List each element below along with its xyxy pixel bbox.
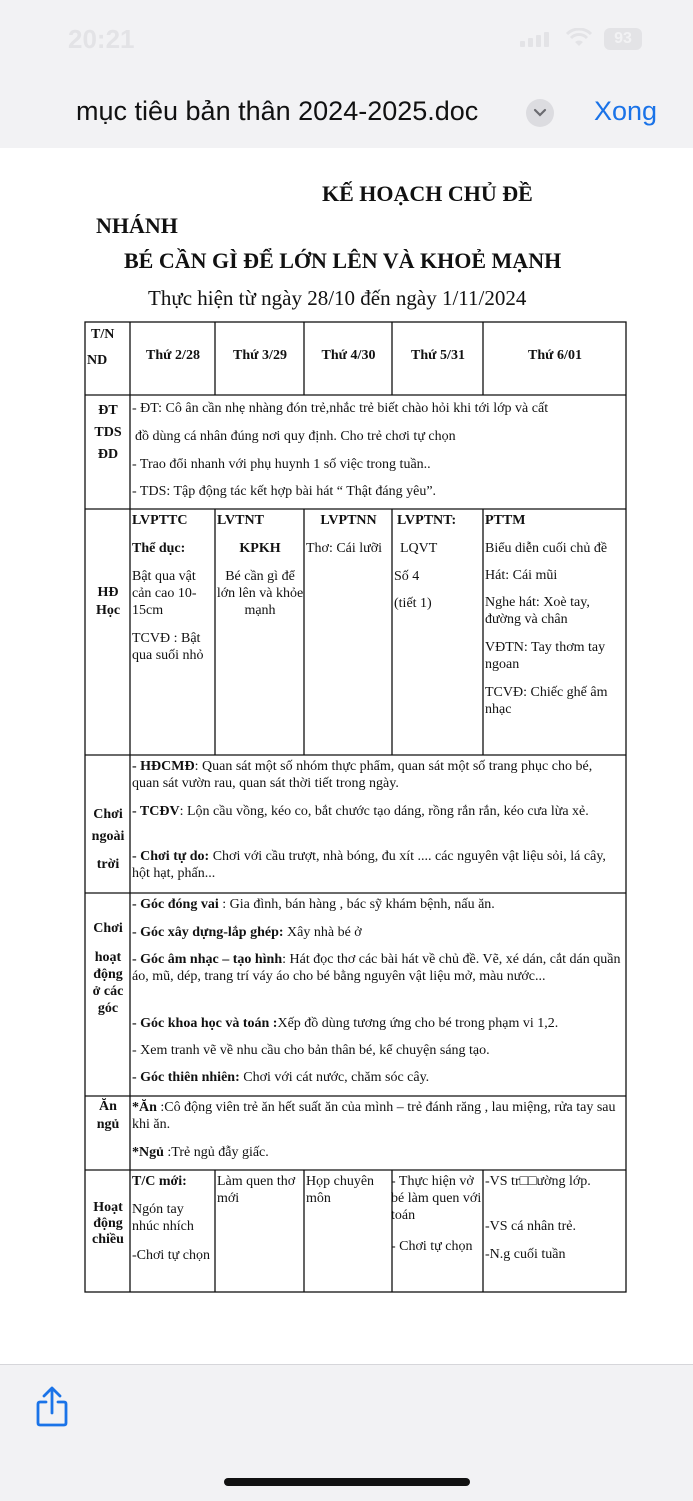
row-label-goc: Chơi hoạt động ở các góc bbox=[92, 921, 124, 1016]
status-time: 20:21 bbox=[68, 24, 135, 54]
day-header: Thứ 6/01 bbox=[528, 348, 582, 363]
hoc-thu-content: Số 4 bbox=[394, 569, 420, 584]
hoc-tue-area: LVTNT bbox=[217, 513, 264, 528]
hoc-fri-line: VĐTN: Tay thơm tay ngoan bbox=[485, 640, 606, 672]
goc-item: - Góc đóng vai : Gia đình, bán hàng , bác sỹ khám bệnh, nấu ăn. bbox=[132, 897, 495, 912]
hoc-mon-content: Bật qua vật cản cao 10-15cm bbox=[132, 569, 197, 618]
hoc-thu-area: LVPTNT: bbox=[397, 513, 457, 528]
corner-label-bottom: ND bbox=[87, 353, 108, 368]
dt-line: - ĐT: Cô ân cần nhẹ nhàng đón trẻ,nhắc trẻ biết chào hỏi khi tới lớp và cất bbox=[132, 401, 549, 416]
goc-item: - Góc thiên nhiên: Chơi với cát nước, chăm sóc cây. bbox=[132, 1070, 430, 1085]
corner-label-top: T/N bbox=[91, 327, 115, 342]
doc-date-range: Thực hiện từ ngày 28/10 đến ngày 1/11/2024 bbox=[148, 286, 527, 310]
row-label-ngoai-troi: Chơi ngoài trời bbox=[91, 807, 125, 872]
dt-line: đồ dùng cá nhân đúng nơi quy định. Cho trẻ chơi tự chọn bbox=[135, 429, 456, 444]
dt-line: - TDS: Tập động tác kết hợp bài hát “ Thật đáng yêu”. bbox=[132, 484, 437, 499]
chieu-fri-line: -VS tr□□ường lớp. bbox=[485, 1174, 591, 1189]
goc-item: - Góc khoa học và toán :Xếp đồ dùng tương ứng cho bé trong phạm vi 1,2. bbox=[132, 1016, 559, 1031]
hoc-mon-subject: Thể dục: bbox=[132, 541, 186, 556]
chieu-mon-title: T/C mới: bbox=[132, 1174, 187, 1189]
chieu-wed: Họp chuyên môn bbox=[306, 1174, 375, 1206]
chieu-thu-line: - Thực hiện vở bé làm quen với toán bbox=[391, 1174, 482, 1223]
day-header: Thứ 4/30 bbox=[321, 348, 376, 363]
chieu-thu-line: - Chơi tự chọn bbox=[391, 1239, 473, 1254]
chieu-fri-line: -N.g cuối tuần bbox=[485, 1247, 566, 1262]
chieu-mon-line: -Chơi tự chọn bbox=[132, 1248, 210, 1263]
hoc-thu-extra: (tiết 1) bbox=[394, 596, 432, 611]
document-title[interactable]: mục tiêu bản thân 2024-2025.doc bbox=[76, 96, 479, 126]
hoc-fri-line: Hát: Cái mũi bbox=[485, 568, 558, 583]
dt-line: - Trao đổi nhanh với phụ huynh 1 số việc trong tuần.. bbox=[132, 457, 431, 472]
day-header: Thứ 3/29 bbox=[233, 348, 287, 363]
hoc-fri-area: PTTM bbox=[485, 513, 526, 528]
row-label-dt: ĐT TDS ĐD bbox=[94, 403, 122, 462]
hoc-fri-line: TCVĐ: Chiếc ghế âm nhạc bbox=[485, 685, 608, 717]
chieu-fri-line: -VS cá nhân trẻ. bbox=[485, 1219, 576, 1234]
hoc-fri-line: Biểu diễn cuối chủ đề bbox=[485, 541, 608, 556]
home-indicator bbox=[224, 1478, 470, 1486]
share-icon[interactable] bbox=[34, 1385, 70, 1429]
goc-item: - Góc xây dựng-lắp ghép: Xây nhà bé ở bbox=[132, 925, 362, 940]
ngoai-troi-choi-tu-do: - Chơi tự do: Chơi với cầu trượt, nhà bóng, đu xít .... các nguyên vật liệu sỏi, lá cây, hột hạt, phấn... bbox=[132, 849, 606, 881]
row-label-chieu: Hoạt động chiều bbox=[92, 1200, 124, 1247]
chieu-tue: Làm quen thơ mới bbox=[217, 1174, 296, 1206]
ngu-text: *Ngủ :Trẻ ngủ đẫy giấc. bbox=[132, 1145, 269, 1160]
day-header: Thứ 5/31 bbox=[411, 348, 465, 363]
doc-title-line-3: BÉ CẦN GÌ ĐỂ LỚN LÊN VÀ KHOẺ MẠNH bbox=[124, 248, 562, 273]
hoc-tue-subject: KPKH bbox=[239, 541, 281, 556]
doc-title-line-2: NHÁNH bbox=[96, 213, 178, 238]
row-label-hoc: HĐ Học bbox=[95, 585, 121, 618]
battery-indicator: 93 bbox=[604, 28, 642, 50]
hoc-mon-area: LVPTTC bbox=[132, 513, 188, 528]
chieu-mon-line: Ngón tay nhúc nhích bbox=[132, 1202, 194, 1234]
hoc-thu-subject: LQVT bbox=[400, 541, 438, 556]
goc-item: - Góc âm nhạc – tạo hình: Hát đọc thơ các bài hát về chủ đề. Vẽ, xé dán, cắt dán quần áo, mũ, dép, trang trí váy áo cho bé bằng nguyên vật liệu mở, màu nước... bbox=[132, 952, 621, 984]
goc-item: - Xem tranh vẽ về nhu cầu cho bản thân bé, kể chuyện sáng tạo. bbox=[132, 1043, 490, 1058]
done-button[interactable]: Xong bbox=[594, 96, 658, 126]
hoc-wed-content: Thơ: Cái lưỡi bbox=[306, 541, 383, 556]
hoc-fri-line: Nghe hát: Xoè tay, đường và chân bbox=[485, 595, 590, 627]
an-text: *Ăn :Cô động viên trẻ ăn hết suất ăn của mình – trẻ đánh răng , lau miệng, rửa tay sau khi ăn. bbox=[132, 1100, 616, 1132]
hoc-wed-area: LVPTNN bbox=[320, 513, 377, 528]
day-header: Thứ 2/28 bbox=[146, 348, 200, 363]
doc-title-line-1: KẾ HOẠCH CHỦ ĐỀ bbox=[322, 181, 533, 206]
hoc-tue-content: Bé cần gì để lớn lên và khỏe mạnh bbox=[216, 569, 304, 618]
ngoai-troi-hdcmd: - HĐCMĐ: Quan sát một số nhóm thực phẩm, quan sát một số trang phục cho bé, quan sát vườn rau, quan sát thời tiết trong ngày. bbox=[132, 759, 593, 791]
row-label-an-ngu: Ăn ngủ bbox=[96, 1099, 120, 1132]
hoc-mon-extra: TCVĐ : Bật qua suối nhỏ bbox=[132, 631, 204, 663]
ngoai-troi-tcdv: - TCĐV: Lộn cầu vồng, kéo co, bắt chước tạo dáng, rồng rắn rắn, kéo cưa lừa xẻ. bbox=[132, 804, 589, 819]
